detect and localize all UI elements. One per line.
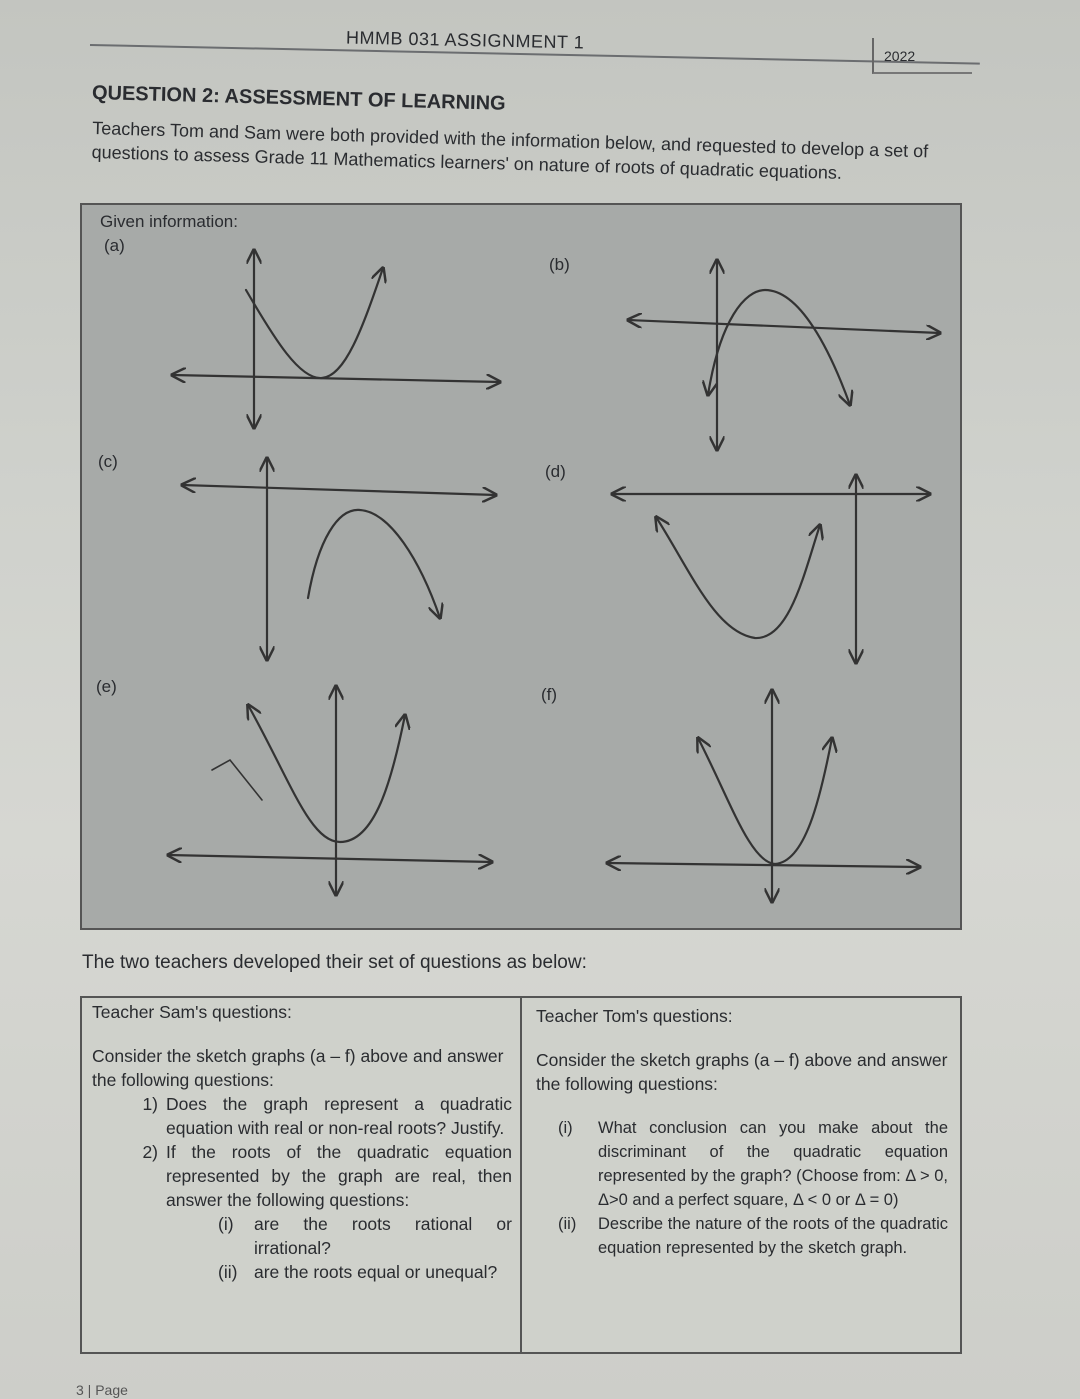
sam-q2ii-number: (ii)	[218, 1262, 238, 1282]
tom-intro: Consider the sketch graphs (a – f) above and answer the following questions:	[536, 1050, 948, 1094]
questions-caption: The two teachers developed their set of questions as below:	[82, 952, 587, 973]
sam-q2ii-text: are the roots equal or unequal?	[254, 1262, 498, 1282]
page-number: 3 | Page	[76, 1382, 128, 1398]
tom-qii-text: Describe the nature of the roots of the quadratic equation represented by the sketch graph.	[598, 1215, 948, 1257]
sam-intro: Consider the sketch graphs (a – f) above and answer the following questions:	[92, 1046, 504, 1090]
sam-q1-number: 1)	[142, 1094, 158, 1114]
sam-heading: Teacher Sam's questions:	[92, 1002, 292, 1022]
tom-questions-column	[536, 1004, 948, 1260]
sam-question-1	[92, 1092, 512, 1140]
sam-q2i-number: (i)	[218, 1214, 234, 1234]
tom-question-i	[558, 1116, 948, 1212]
question-heading: QUESTION 2: ASSESSMENT OF LEARNING	[91, 82, 506, 115]
graph-e	[168, 686, 492, 895]
sam-question-2	[92, 1140, 512, 1212]
graph-c	[182, 458, 496, 660]
sam-question-2ii	[218, 1260, 512, 1284]
question-intro: Teachers Tom and Sam were both provided with the information below, and requested to develop a set of questions to assess Grade 11 Mathematics learners' on nature of roots of quadratic equations.	[91, 118, 929, 183]
tom-qi-text: What conclusion can you make about the discriminant of the quadratic equation represented by the graph? (Choose from: Δ > 0, Δ>0 and a perfect square, Δ < 0 or Δ = 0)	[598, 1119, 948, 1209]
sam-q2i-text: are the roots rational or irrational?	[254, 1214, 512, 1258]
tom-qi-number: (i)	[558, 1119, 573, 1137]
tom-qii-number: (ii)	[558, 1215, 577, 1233]
graph-b-label: (b)	[549, 255, 570, 274]
graph-c-label: (c)	[98, 452, 118, 471]
graph-e-label: (e)	[96, 677, 117, 696]
tom-heading: Teacher Tom's questions:	[536, 1006, 733, 1026]
sam-questions-column	[92, 1000, 512, 1284]
sam-q1-text: Does the graph represent a quadratic equation with real or non-real roots? Justify.	[166, 1094, 512, 1138]
given-information-label: Given information:	[100, 212, 238, 231]
graph-a-label: (a)	[104, 236, 125, 255]
graph-d-label: (d)	[545, 462, 566, 481]
graph-f-label: (f)	[541, 685, 558, 704]
graph-b	[628, 260, 940, 450]
header-year: 2022	[872, 38, 972, 74]
graph-a	[172, 250, 500, 428]
tom-question-ii	[558, 1212, 948, 1260]
table-divider	[520, 998, 522, 1354]
sam-q2-number: 2)	[142, 1142, 158, 1162]
sam-question-2i	[218, 1212, 512, 1260]
assignment-title: HMMB 031 ASSIGNMENT 1	[345, 27, 585, 53]
graph-d	[612, 475, 930, 663]
graph-f	[607, 690, 920, 902]
sam-q2-text: If the roots of the quadratic equation represented by the graph are real, then answer the following questions:	[166, 1142, 512, 1210]
